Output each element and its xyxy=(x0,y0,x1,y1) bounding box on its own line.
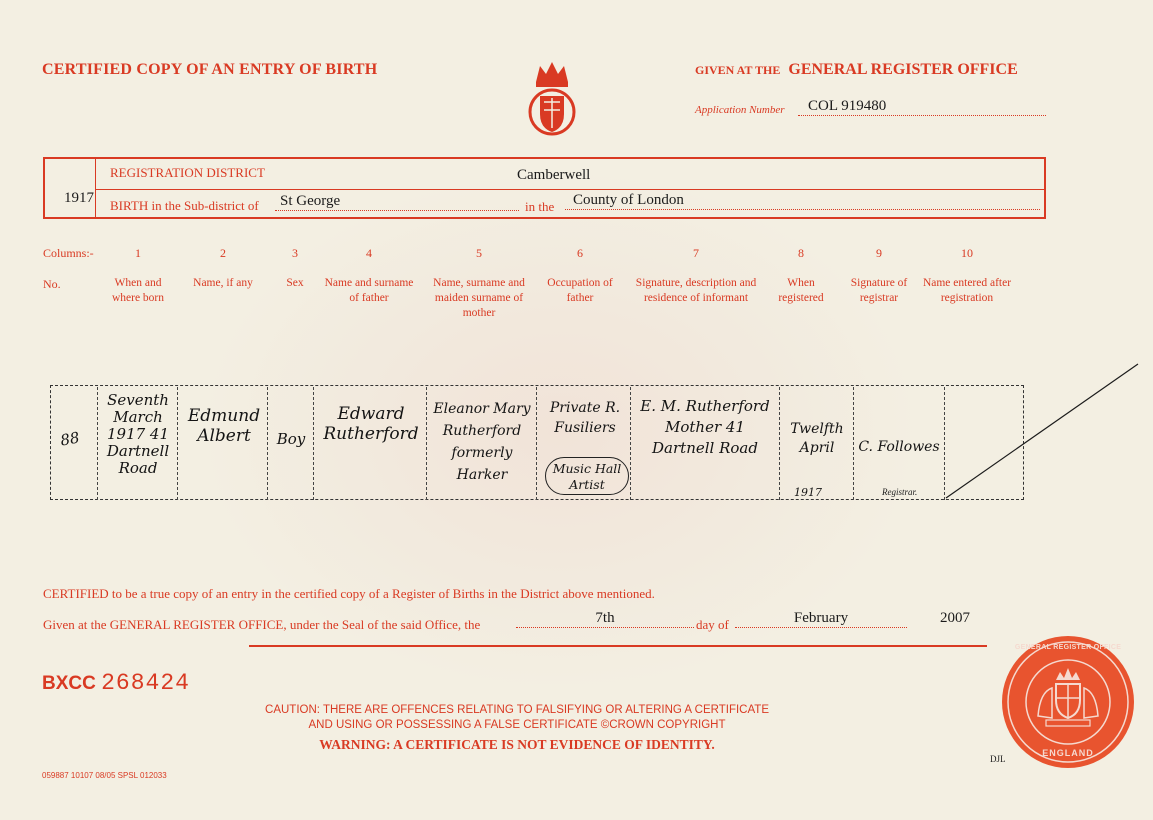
column-number-4: 4 xyxy=(366,246,372,260)
royal-crest-icon xyxy=(522,58,582,140)
identity-warning: WARNING: A CERTIFICATE IS NOT EVIDENCE OF IDENTITY. xyxy=(319,737,715,752)
entry-father: Edward Rutherford xyxy=(323,404,419,444)
column-number-9: 9 xyxy=(876,246,882,260)
registration-district-value: Camberwell xyxy=(517,167,591,183)
column-number-1: 1 xyxy=(135,246,141,260)
column-header-3: Sex xyxy=(286,277,304,289)
registrar-initials: DJL xyxy=(990,754,1006,764)
seal-top-text: GENERAL REGISTER OFFICE xyxy=(1014,644,1122,651)
entry-registrar: C. Followes xyxy=(858,439,940,455)
certification-statement: CERTIFIED to be a true copy of an entry in the certified copy of a Register of Births in the District above mentioned. xyxy=(43,586,655,601)
subdistrict-label: BIRTH in the Sub-district of xyxy=(110,198,259,213)
entry-when-where-born: Seventh March 1917 41 Dartnell Road xyxy=(106,391,170,477)
columns-label: Columns:- xyxy=(43,246,94,260)
serial-digits: 268424 xyxy=(101,670,190,696)
cancellation-line xyxy=(944,362,1144,502)
certification-month: February xyxy=(735,610,907,628)
entry-registered: Twelfth April xyxy=(790,421,844,456)
county-value: County of London xyxy=(565,192,1040,210)
column-number-7: 7 xyxy=(693,246,699,260)
entry-number: 88 xyxy=(58,428,81,450)
serial-number xyxy=(42,670,190,696)
column-header-2: Name, if any xyxy=(193,277,253,289)
entry-mother: Eleanor Mary Rutherford formerly Harker xyxy=(433,401,531,483)
entry-occupation-note: Music Hall Artist xyxy=(545,457,629,495)
column-number-3: 3 xyxy=(292,246,298,260)
entry-sex: Boy xyxy=(276,430,306,448)
entry-registered-year: 1917 xyxy=(794,486,822,499)
birth-year: 1917 xyxy=(64,190,94,206)
entry-name: Edmund Albert xyxy=(187,406,261,446)
column-header-4: Name and surname of father xyxy=(324,277,414,304)
caution-line-1: CAUTION: THERE ARE OFFENCES RELATING TO FALSIFYING OR ALTERING A CERTIFICATE xyxy=(265,704,769,716)
certification-rule xyxy=(249,645,987,647)
serial-prefix: BXCC xyxy=(42,673,96,694)
column-number-2: 2 xyxy=(220,246,226,260)
column-header-7: Signature, description and residence of informant xyxy=(635,277,757,304)
entry-occupation: Private R. Fusiliers xyxy=(549,400,621,436)
certification-year: 2007 xyxy=(940,610,970,626)
column-header-5: Name, surname and maiden surname of mother xyxy=(433,277,525,319)
application-label: Application Number xyxy=(695,104,785,116)
in-the-label: in the xyxy=(525,199,555,214)
seal-bottom-text: ENGLAND xyxy=(1042,748,1094,758)
entry-informant: E. M. Rutherford Mother 41 Dartnell Road xyxy=(640,397,770,457)
gro-seal xyxy=(1002,636,1134,768)
certificate-title: CERTIFIED COPY OF AN ENTRY OF BIRTH xyxy=(42,61,378,78)
column-header-10: Name entered after registration xyxy=(922,277,1012,304)
office-name: GENERAL REGISTER OFFICE xyxy=(788,61,1018,78)
number-column-label: No. xyxy=(43,277,61,291)
column-header-1: When and where born xyxy=(111,277,165,304)
certification-day-of: day of xyxy=(696,617,729,632)
column-number-6: 6 xyxy=(577,246,583,260)
caution-line-2: AND USING OR POSSESSING A FALSE CERTIFICATE ©CROWN COPYRIGHT xyxy=(308,719,726,731)
given-at-heading xyxy=(695,61,1018,79)
column-number-8: 8 xyxy=(798,246,804,260)
registrar-label: Registrar. xyxy=(882,487,918,497)
caution-notice xyxy=(249,703,785,733)
print-code: 059887 10107 08/05 SPSL 012033 xyxy=(42,771,167,780)
column-number-10: 10 xyxy=(961,246,973,260)
registration-district-label: REGISTRATION DISTRICT xyxy=(110,165,265,180)
column-header-6: Occupation of father xyxy=(547,277,613,304)
application-number: COL 919480 xyxy=(798,98,1046,116)
column-number-5: 5 xyxy=(476,246,482,260)
column-header-9: Signature of registrar xyxy=(850,277,908,304)
given-at-label: GIVEN AT THE xyxy=(695,63,781,77)
subdistrict-value: St George xyxy=(275,193,519,211)
column-header-8: When registered xyxy=(778,277,824,304)
certification-given-at: Given at the GENERAL REGISTER OFFICE, under the Seal of the said Office, the xyxy=(43,617,481,632)
certification-day: 7th xyxy=(516,610,694,628)
